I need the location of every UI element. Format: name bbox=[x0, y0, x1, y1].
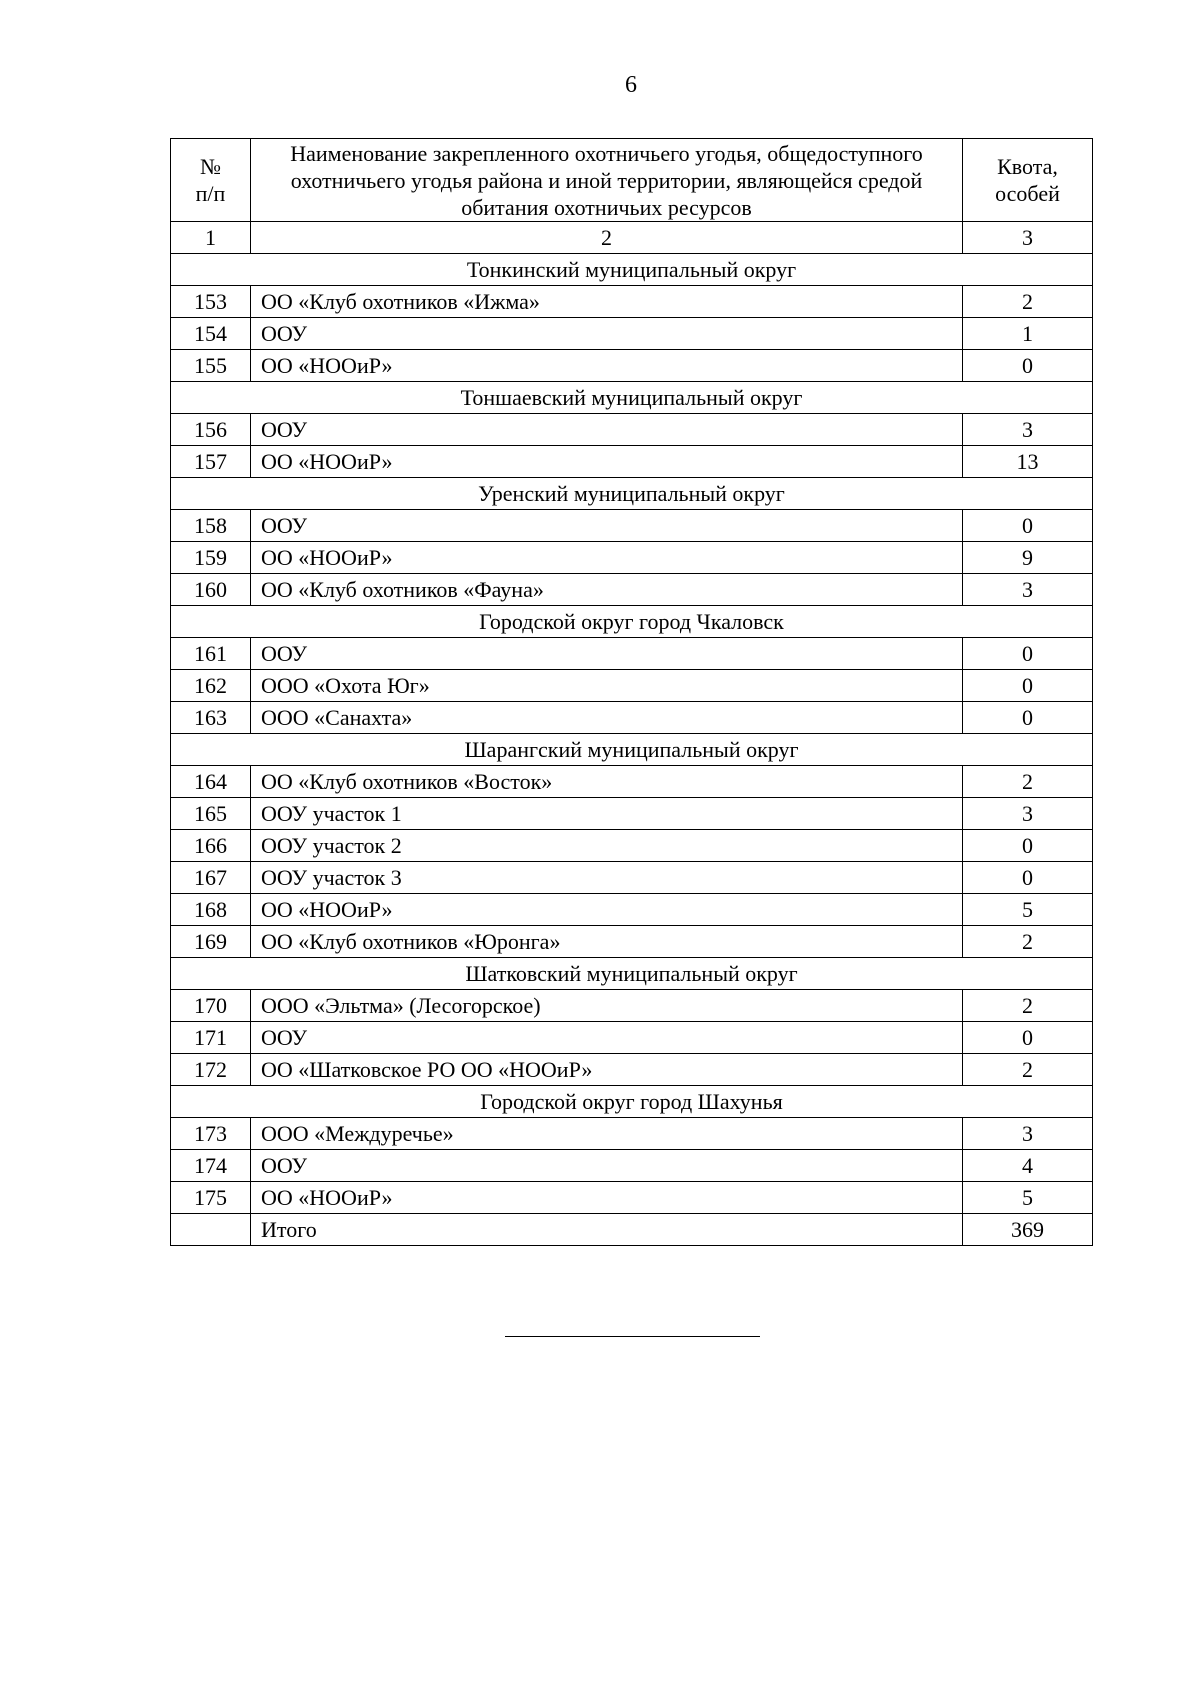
row-number: 154 bbox=[171, 318, 251, 350]
section-row bbox=[171, 1086, 1093, 1118]
row-quota: 2 bbox=[963, 286, 1093, 318]
row-name: ОО «НООиР» bbox=[251, 542, 963, 574]
section-row bbox=[171, 606, 1093, 638]
row-number: 172 bbox=[171, 1054, 251, 1086]
section-title: Тонкинский муниципальный округ bbox=[171, 254, 1093, 286]
table-row bbox=[171, 1150, 1093, 1182]
row-quota: 0 bbox=[963, 350, 1093, 382]
row-number: 161 bbox=[171, 638, 251, 670]
header-num: № п/п bbox=[171, 139, 251, 222]
row-quota: 5 bbox=[963, 1182, 1093, 1214]
table-row bbox=[171, 638, 1093, 670]
row-number: 174 bbox=[171, 1150, 251, 1182]
table-row bbox=[171, 542, 1093, 574]
row-name: ООО «Эльтма» (Лесогорское) bbox=[251, 990, 963, 1022]
row-number: 157 bbox=[171, 446, 251, 478]
table-row bbox=[171, 862, 1093, 894]
column-number: 1 bbox=[171, 222, 251, 254]
row-quota: 3 bbox=[963, 414, 1093, 446]
row-quota: 2 bbox=[963, 990, 1093, 1022]
table-row bbox=[171, 702, 1093, 734]
row-quota: 0 bbox=[963, 670, 1093, 702]
row-name: ООУ bbox=[251, 638, 963, 670]
row-quota: 3 bbox=[963, 574, 1093, 606]
row-name: ОО «Клуб охотников «Ижма» bbox=[251, 286, 963, 318]
row-quota: 4 bbox=[963, 1150, 1093, 1182]
row-quota: 2 bbox=[963, 1054, 1093, 1086]
row-number: 168 bbox=[171, 894, 251, 926]
row-quota: 9 bbox=[963, 542, 1093, 574]
row-name: ООУ bbox=[251, 414, 963, 446]
row-number: 169 bbox=[171, 926, 251, 958]
row-quota: 3 bbox=[963, 798, 1093, 830]
row-number: 155 bbox=[171, 350, 251, 382]
row-quota: 5 bbox=[963, 894, 1093, 926]
table-row bbox=[171, 766, 1093, 798]
row-number: 164 bbox=[171, 766, 251, 798]
row-quota: 0 bbox=[963, 638, 1093, 670]
table-row bbox=[171, 574, 1093, 606]
quota-table bbox=[170, 138, 1093, 1246]
section-title: Городской округ город Шахунья bbox=[171, 1086, 1093, 1118]
row-name: ОО «Шатковское РО ОО «НООиР» bbox=[251, 1054, 963, 1086]
header-name: Наименование закрепленного охотничьего угодья, общедоступного охотничьего угодья района и иной территории, являющейся средой обитания охотничьих ресурсов bbox=[251, 139, 963, 222]
section-row bbox=[171, 958, 1093, 990]
row-number: 175 bbox=[171, 1182, 251, 1214]
row-name: ООО «Охота Юг» bbox=[251, 670, 963, 702]
row-name: ООУ участок 1 bbox=[251, 798, 963, 830]
row-number: 162 bbox=[171, 670, 251, 702]
row-name: ОО «НООиР» bbox=[251, 1182, 963, 1214]
row-number: 158 bbox=[171, 510, 251, 542]
section-title: Шарангский муниципальный округ bbox=[171, 734, 1093, 766]
table-row bbox=[171, 894, 1093, 926]
row-name: ООУ bbox=[251, 1022, 963, 1054]
row-quota: 0 bbox=[963, 1022, 1093, 1054]
total-row bbox=[171, 1214, 1093, 1246]
section-row bbox=[171, 478, 1093, 510]
row-name: ООО «Междуречье» bbox=[251, 1118, 963, 1150]
row-name: ООУ bbox=[251, 510, 963, 542]
total-label: Итого bbox=[251, 1214, 963, 1246]
table-row bbox=[171, 670, 1093, 702]
section-row bbox=[171, 254, 1093, 286]
table-row bbox=[171, 990, 1093, 1022]
row-name: ООУ bbox=[251, 318, 963, 350]
table-body bbox=[171, 222, 1093, 1246]
section-title: Городской округ город Чкаловск bbox=[171, 606, 1093, 638]
column-number: 2 bbox=[251, 222, 963, 254]
row-name: ООУ участок 2 bbox=[251, 830, 963, 862]
table-row bbox=[171, 798, 1093, 830]
row-name: ОО «Клуб охотников «Восток» bbox=[251, 766, 963, 798]
section-title: Шатковский муниципальный округ bbox=[171, 958, 1093, 990]
row-quota: 13 bbox=[963, 446, 1093, 478]
table-row bbox=[171, 446, 1093, 478]
table-row bbox=[171, 1182, 1093, 1214]
row-number: 159 bbox=[171, 542, 251, 574]
row-quota: 2 bbox=[963, 766, 1093, 798]
row-quota: 0 bbox=[963, 830, 1093, 862]
row-number: 170 bbox=[171, 990, 251, 1022]
table-row bbox=[171, 1118, 1093, 1150]
row-number: 160 bbox=[171, 574, 251, 606]
row-quota: 3 bbox=[963, 1118, 1093, 1150]
section-row bbox=[171, 382, 1093, 414]
section-row bbox=[171, 734, 1093, 766]
table-header-row bbox=[171, 139, 1093, 222]
row-quota: 1 bbox=[963, 318, 1093, 350]
row-name: ОО «НООиР» bbox=[251, 350, 963, 382]
row-name: ООУ участок 3 bbox=[251, 862, 963, 894]
row-name: ОО «Клуб охотников «Юронга» bbox=[251, 926, 963, 958]
table-row bbox=[171, 1022, 1093, 1054]
total-empty-cell bbox=[171, 1214, 251, 1246]
row-name: ООО «Санахта» bbox=[251, 702, 963, 734]
row-name: ОО «НООиР» bbox=[251, 894, 963, 926]
row-name: ООУ bbox=[251, 1150, 963, 1182]
section-title: Уренский муниципальный округ bbox=[171, 478, 1093, 510]
row-name: ОО «НООиР» bbox=[251, 446, 963, 478]
row-number: 156 bbox=[171, 414, 251, 446]
row-name: ОО «Клуб охотников «Фауна» bbox=[251, 574, 963, 606]
table-row bbox=[171, 414, 1093, 446]
column-number-row bbox=[171, 222, 1093, 254]
header-quota: Квота, особей bbox=[963, 139, 1093, 222]
page-number: 6 bbox=[625, 72, 637, 98]
table-row bbox=[171, 830, 1093, 862]
total-value: 369 bbox=[963, 1214, 1093, 1246]
row-number: 165 bbox=[171, 798, 251, 830]
column-number: 3 bbox=[963, 222, 1093, 254]
row-number: 163 bbox=[171, 702, 251, 734]
section-title: Тоншаевский муниципальный округ bbox=[171, 382, 1093, 414]
table-row bbox=[171, 510, 1093, 542]
table-row bbox=[171, 318, 1093, 350]
table-row bbox=[171, 350, 1093, 382]
row-number: 167 bbox=[171, 862, 251, 894]
row-quota: 0 bbox=[963, 702, 1093, 734]
row-quota: 2 bbox=[963, 926, 1093, 958]
table-row bbox=[171, 926, 1093, 958]
row-quota: 0 bbox=[963, 510, 1093, 542]
table-row bbox=[171, 1054, 1093, 1086]
table-row bbox=[171, 286, 1093, 318]
closing-rule bbox=[505, 1336, 760, 1337]
row-number: 166 bbox=[171, 830, 251, 862]
row-number: 171 bbox=[171, 1022, 251, 1054]
row-quota: 0 bbox=[963, 862, 1093, 894]
row-number: 153 bbox=[171, 286, 251, 318]
row-number: 173 bbox=[171, 1118, 251, 1150]
